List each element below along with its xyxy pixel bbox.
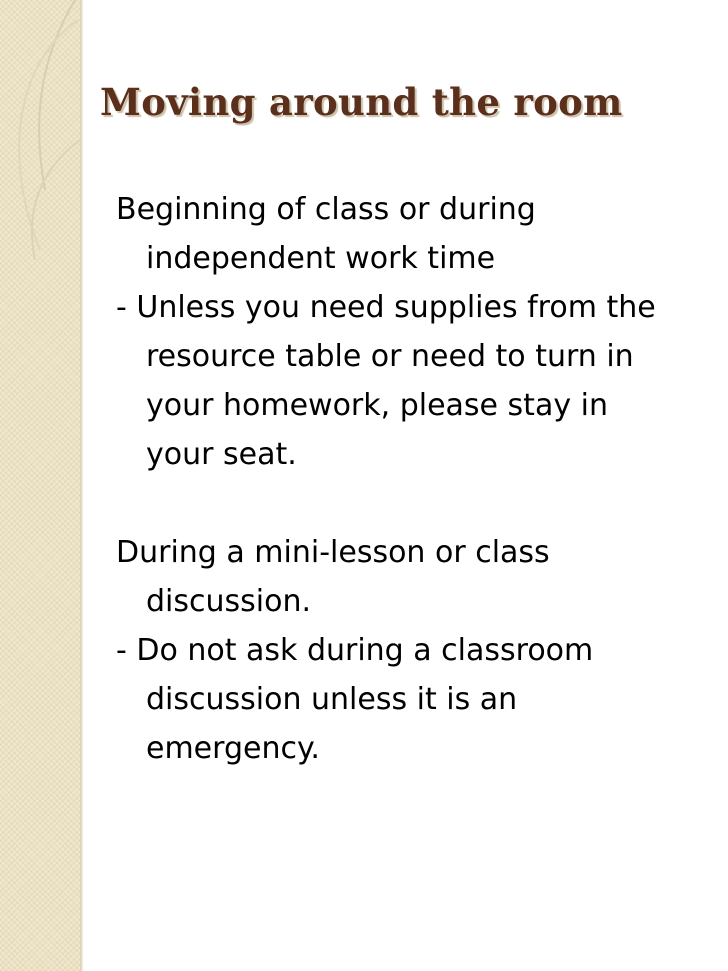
paragraph-do-not-ask: - Do not ask during a classroom discussion unless it is an emergency. — [116, 633, 594, 766]
slide-body — [116, 185, 676, 773]
paragraph-beginning-of-class: Beginning of class or during independent work time — [116, 192, 536, 276]
paragraph-mini-lesson: During a mini-lesson or class discussion. — [116, 535, 550, 619]
slide-title: Moving around the room — [100, 80, 623, 124]
paragraph-spacer — [116, 479, 676, 528]
paragraph-stay-in-seat: - Unless you need supplies from the resource table or need to turn in your homework, please stay in your seat. — [116, 290, 656, 472]
